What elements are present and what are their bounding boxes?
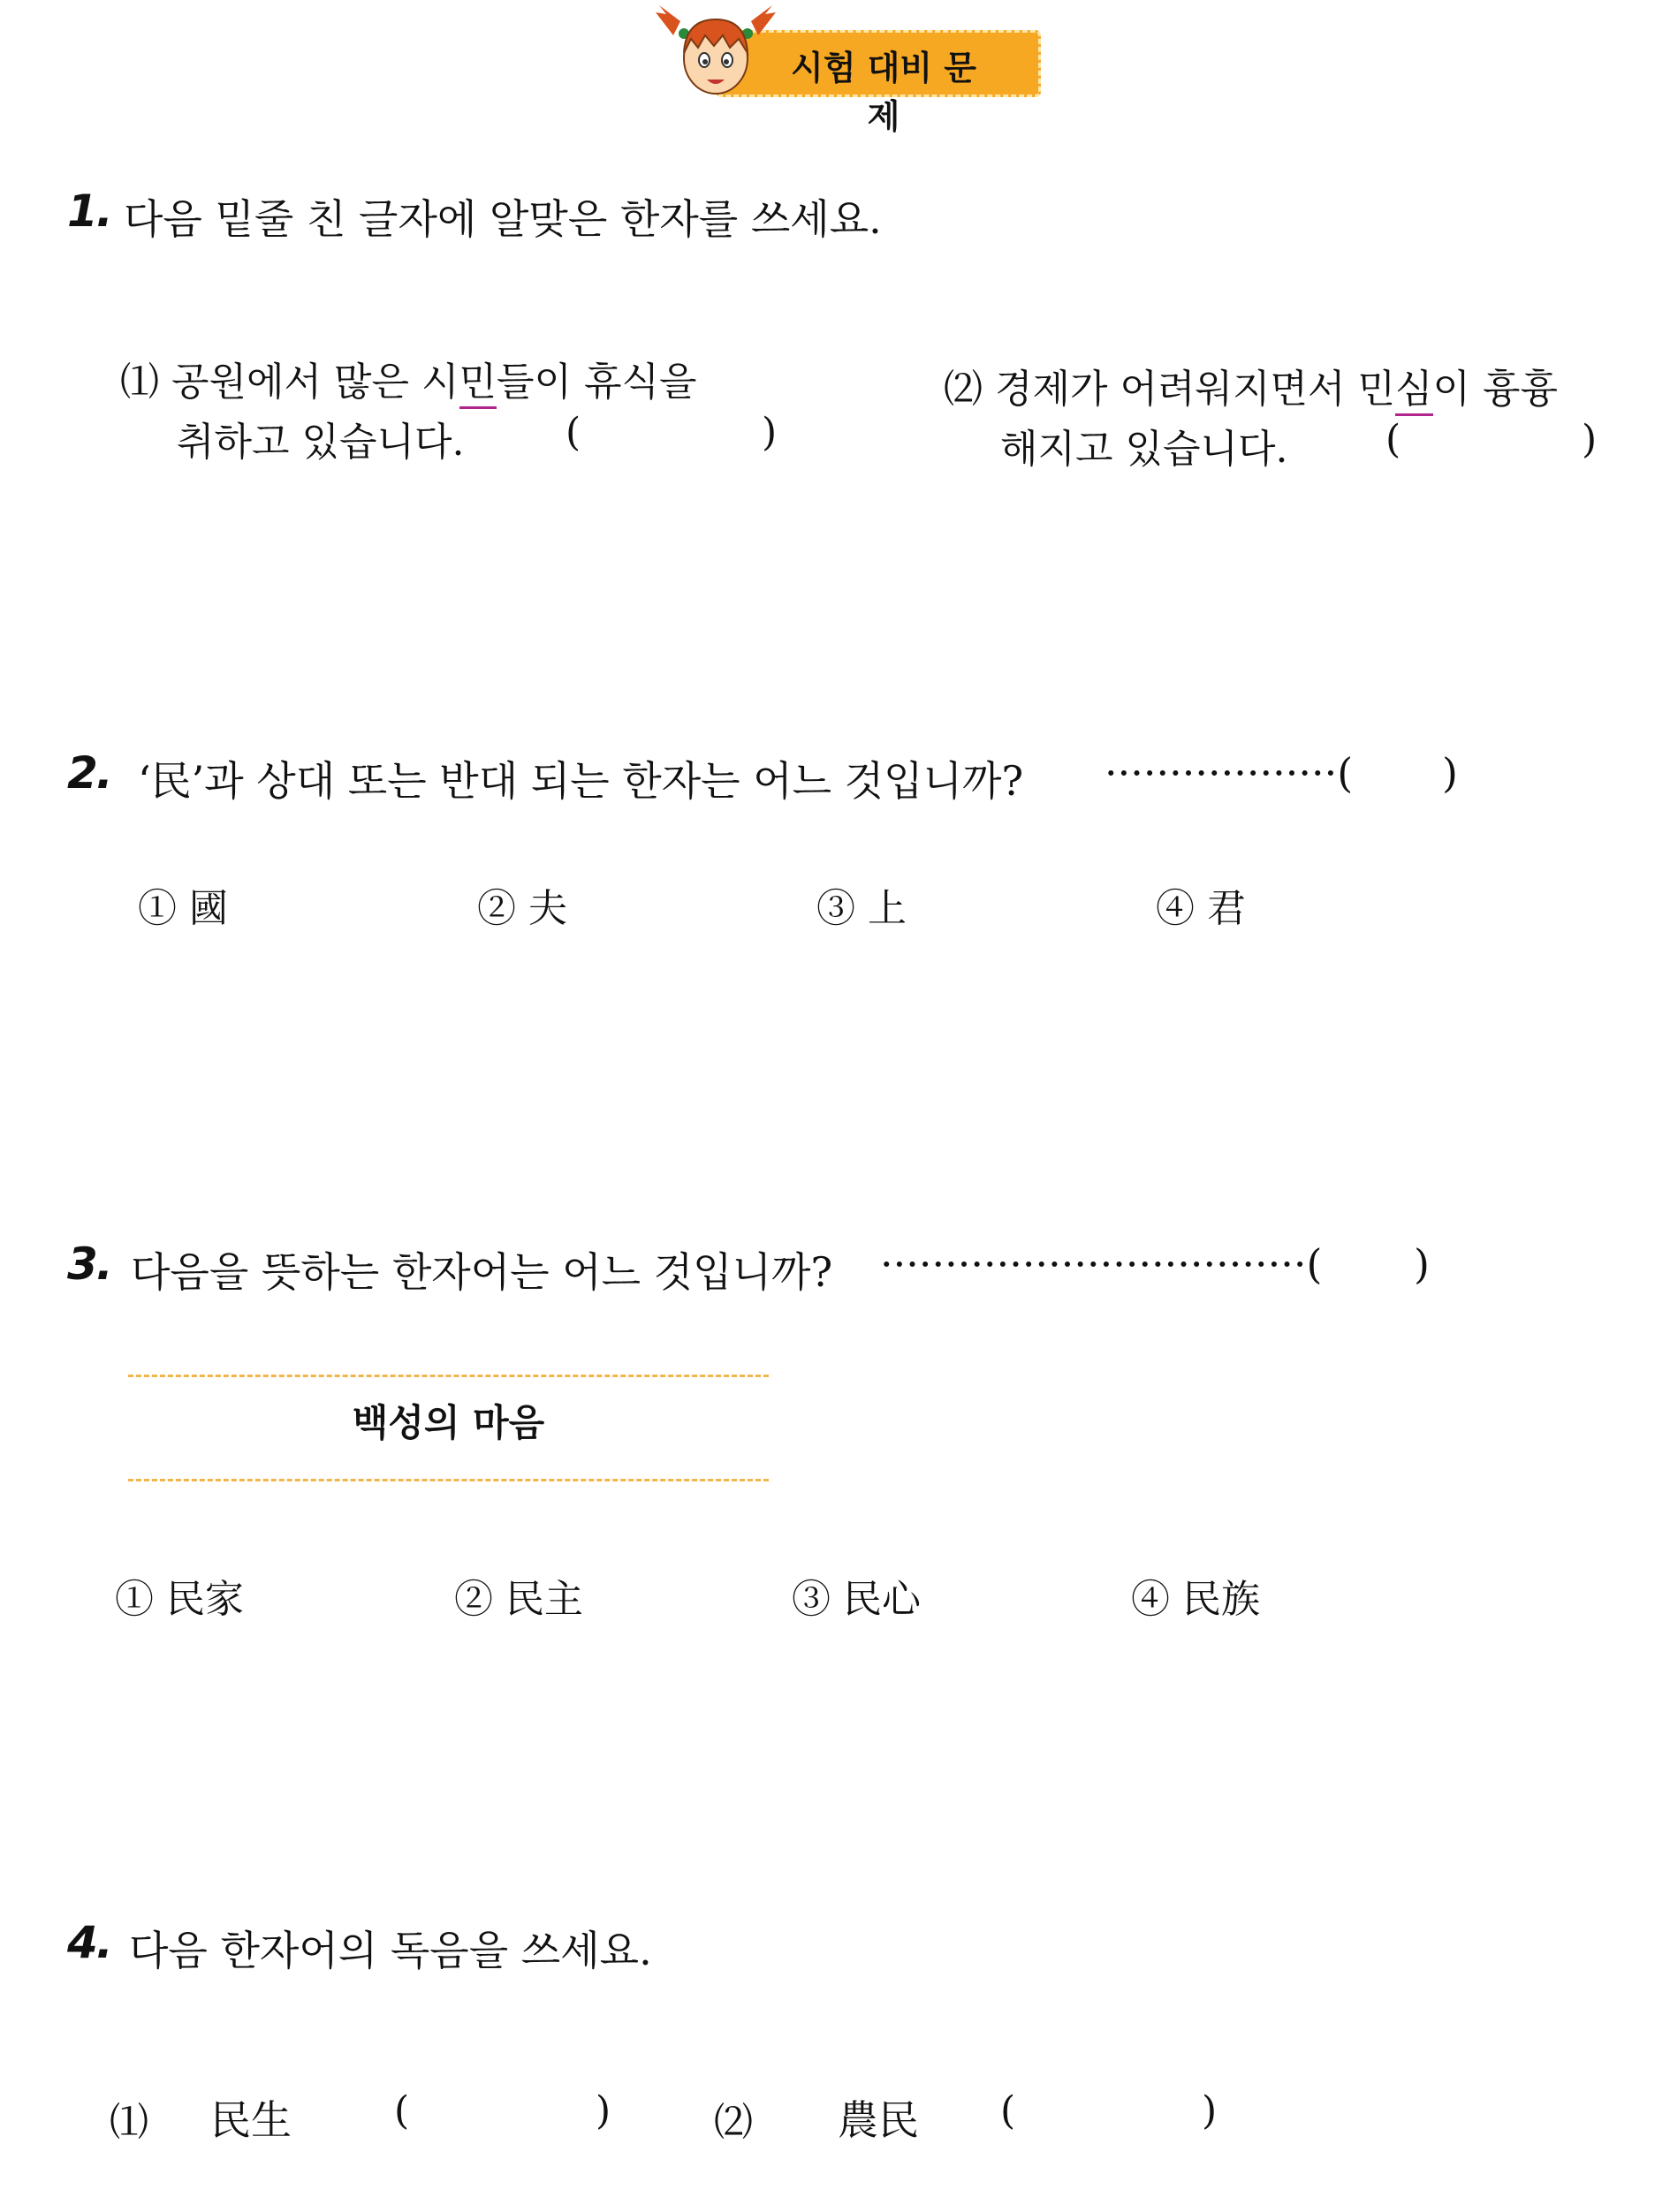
q2-answer-leader: ··················( [1104,749,1354,797]
definition-bottom-divider [128,1479,769,1481]
q1-item2-text-pre: 경제가 어려워지면서 민 [995,367,1396,412]
q3-choice-4[interactable]: ④ 民族 [1131,1577,1260,1622]
definition-top-divider [128,1375,769,1377]
q1-item1-answer-blank[interactable] [583,408,756,459]
q4-item2-paren-close: ) [1202,2088,1218,2133]
definition-text: 백성의 마음 [352,1401,545,1444]
q4-item1-answer-blank[interactable] [415,2087,588,2138]
q1-item1-paren-close: ) [762,410,778,455]
q3-choice-1[interactable]: ① 民家 [115,1577,244,1622]
q1-item1-line2: 취하고 있습니다. [177,420,465,465]
q1-item2-line1 [944,357,1558,413]
q1-item2-text-post: 이 흉흉 [1432,367,1559,412]
q1-number: 1. [67,186,111,237]
q1-item1-text-post: 들이 휴식을 [497,360,697,405]
q1-item2-answer-blank[interactable] [1403,415,1576,466]
q3-choice-2[interactable]: ② 民主 [454,1577,583,1622]
q3-answer-leader: ·································( [880,1240,1323,1288]
q1-item2-number: ⑵ [944,367,983,412]
q2-choice-2[interactable]: ② 夫 [477,886,567,931]
q1-text: 다음 밑줄 친 글자에 알맞은 한자를 쓰세요. [124,195,882,243]
q2-choice-1[interactable]: ① 國 [138,886,228,931]
q4-text: 다음 한자어의 독음을 쓰세요. [129,1927,652,1974]
q2-choice-3[interactable]: ③ 上 [816,886,907,931]
q1-item2-paren-close: ) [1582,417,1598,462]
q1-item1-number: ⑴ [120,360,159,405]
q4-item1-number: ⑴ [110,2100,148,2145]
q1-item2-line2: 해지고 있습니다. [1000,427,1288,472]
q4-item1-word: 民生 [210,2096,292,2144]
q1-item1-underlined: 민 [459,360,497,409]
q1-item2-underlined: 심 [1395,367,1433,416]
q1-item1-line1 [120,350,697,406]
q3-text: 다음을 뜻하는 한자어는 어느 것입니까? [131,1248,833,1296]
q2-number: 2. [67,747,111,799]
page-title: 시험 대비 문제 [791,49,976,136]
q3-answer-close: ) [1414,1240,1430,1288]
q3-answer-blank[interactable] [1343,1239,1412,1290]
q4-item1-paren-close: ) [596,2088,611,2133]
q4-item2-paren-open: ( [1000,2088,1016,2133]
q4-number: 4. [67,1917,111,1968]
q1-item1-text-pre: 공원에서 많은 시 [171,360,459,405]
q3-number: 3. [67,1239,111,1290]
q4-item2-number: ⑵ [714,2100,753,2145]
q2-text: ‘民’과 상대 또는 반대 되는 한자는 어느 것입니까? [138,757,1024,805]
q1-item1-paren-open: ( [566,410,581,455]
girl-mascot-icon [654,4,778,102]
q3-choice-3[interactable]: ③ 民心 [792,1577,921,1622]
q2-answer-close: ) [1442,749,1458,797]
q2-choice-4[interactable]: ④ 君 [1156,886,1246,931]
q1-item2-paren-open: ( [1385,417,1401,462]
q2-answer-blank[interactable] [1368,747,1438,799]
q4-item2-answer-blank[interactable] [1021,2087,1195,2138]
q4-item1-paren-open: ( [394,2088,410,2133]
q4-item2-word: 農民 [838,2096,919,2144]
